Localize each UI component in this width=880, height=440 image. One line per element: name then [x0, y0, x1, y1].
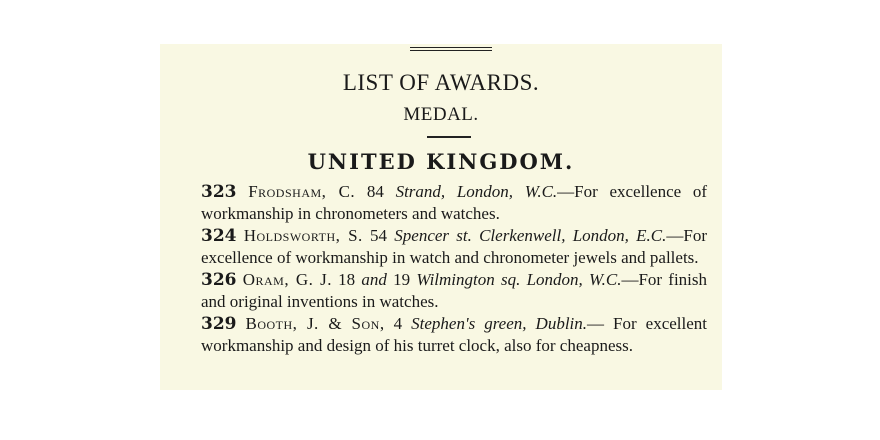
award-entry-323	[201, 181, 707, 225]
awards-list	[201, 181, 707, 357]
entry-number: 329	[201, 314, 237, 334]
award-text: —For finish and original inventions in watches.	[201, 270, 708, 311]
top-double-rule	[410, 47, 492, 51]
address-number: 18	[331, 270, 362, 289]
section-rule	[427, 136, 471, 138]
entry-number: 324	[201, 226, 237, 246]
address: Wilmington sq. London, W.C.	[416, 270, 622, 289]
address-number: 84	[355, 182, 396, 201]
country-heading: UNITED KINGDOM.	[307, 149, 575, 174]
page-title: LIST OF AWARDS.	[342, 70, 540, 95]
award-entry-329	[201, 313, 707, 357]
awardee-name: Booth, J. & Son,	[245, 314, 385, 333]
address-number-2: 19	[386, 270, 417, 289]
award-text: — For excellent workmanship and design of his turret clock, also for cheapness.	[201, 314, 708, 355]
address-and: and	[361, 270, 387, 289]
award-entry-326	[201, 269, 707, 313]
entry-number: 323	[201, 182, 237, 202]
address: Strand, London, W.C.	[395, 182, 558, 201]
award-entry-324	[201, 225, 707, 269]
entry-number: 326	[201, 270, 237, 290]
address-number: 4	[384, 314, 412, 333]
awardee-name: Holdsworth, S.	[243, 226, 363, 245]
address-number: 54	[362, 226, 395, 245]
address: Stephen's green, Dublin.	[411, 314, 588, 333]
awardee-name: Frodsham, C.	[248, 182, 356, 201]
award-category: MEDAL.	[403, 104, 479, 125]
address: Spencer st. Clerkenwell, London, E.C.	[394, 226, 667, 245]
award-text: —For excellence of workmanship in watch and chronometer jewels and pallets.	[201, 226, 707, 267]
awardee-name: Oram, G. J.	[242, 270, 332, 289]
award-text: —For excellence of workmanship in chronometers and watches.	[201, 182, 708, 223]
